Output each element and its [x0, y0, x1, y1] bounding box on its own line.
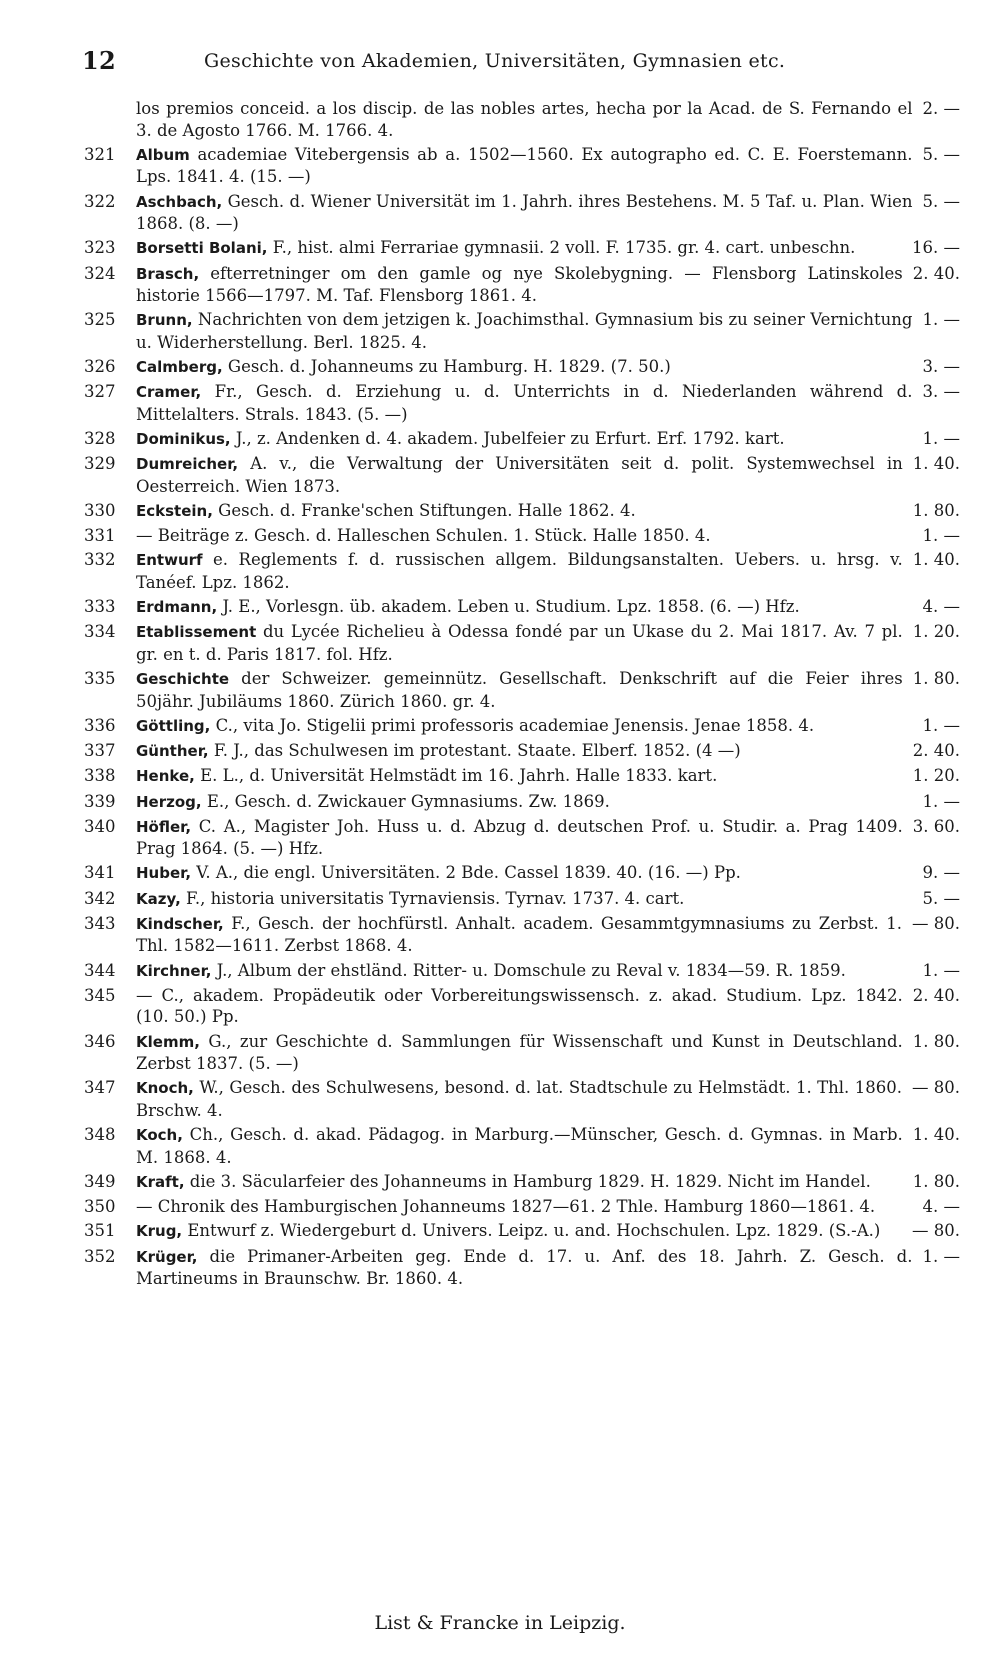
entry-author: Günther, [136, 742, 209, 761]
entry-number: 332 [84, 550, 116, 570]
entry-number: 321 [84, 144, 116, 164]
entry-author: Dominikus, [136, 430, 231, 449]
catalog-entry [84, 596, 960, 619]
catalog-entry [84, 549, 960, 593]
entry-description: e. Reglements f. d. russischen allgem. Bildungsanstalten. Uebers. u. hrsg. v. Tanéef. Lpz. 1862. [136, 550, 903, 592]
entry-author: Höfler, [136, 817, 192, 836]
catalog-entry [84, 913, 960, 957]
entry-author: Calmberg, [136, 358, 223, 377]
catalog-entry [84, 381, 960, 425]
entry-description: — C., akadem. Propädeutik oder Vorbereitungswissensch. z. akad. Studium. Lpz. 1842. (10. 50.) Pp. [136, 985, 903, 1027]
entry-author: Eckstein, [136, 502, 213, 521]
catalog-entry [84, 791, 960, 814]
entry-number: 333 [84, 597, 116, 617]
entry-description: efterretninger om den gamle og nye Skolebygning. — Flensborg Latinskoles historie 1566—1797. M. Taf. Flensborg 1861. 4. [136, 263, 903, 306]
catalog-entry [84, 715, 960, 738]
catalog-entry [84, 740, 960, 763]
catalog-entry [84, 309, 960, 353]
entry-author: Geschichte [136, 670, 230, 689]
entry-price: 1. — [922, 791, 960, 811]
catalog-entry [84, 1124, 960, 1168]
entry-number: 341 [84, 863, 116, 883]
catalog-entry [84, 960, 960, 983]
entry-number: 351 [84, 1221, 116, 1241]
page-number: 12 [82, 46, 116, 75]
entry-author: Herzog, [136, 792, 202, 811]
entry-price: 1. 80. [912, 1031, 960, 1051]
entry-price: 1. 40. [912, 550, 960, 570]
catalog-entry [84, 1077, 960, 1121]
entry-description: F., hist. almi Ferrariae gymnasii. 2 voll. F. 1735. gr. 4. cart. unbeschn. [267, 238, 856, 258]
entry-price: 1. 80. [912, 501, 960, 521]
catalog-entry [84, 621, 960, 665]
catalog-entry [84, 356, 960, 379]
entry-author: Krug, [136, 1222, 183, 1241]
entry-description: die 3. Säcularfeier des Johanneums in Hamburg 1829. H. 1829. Nicht im Handel. [184, 1171, 871, 1191]
entry-author: Borsetti Bolani, [136, 239, 268, 258]
entry-description: los premios conceid. a los discip. de las nobles artes, hecha por la Acad. de S. Fernando el 3. de Agosto 1766. M. 1766. 4. [136, 99, 913, 140]
entry-price: 1. — [922, 429, 960, 449]
entry-price: 1. 80. [912, 1171, 960, 1191]
entry-description: F. J., das Schulwesen im protestant. Staate. Elberf. 1852. (4 —) [208, 741, 741, 761]
entry-number: 348 [84, 1125, 116, 1145]
catalog-entry [84, 1031, 960, 1075]
entry-author: Kindscher, [136, 914, 224, 933]
entry-description: V. A., die engl. Universitäten. 2 Bde. Cassel 1839. 40. (16. —) Pp. [191, 863, 741, 883]
entry-number: 344 [84, 960, 116, 980]
entry-description: C. A., Magister Joh. Huss u. d. Abzug d. deutschen Prof. u. Studir. a. Prag 1409. Prag 1864. (5. —) Hfz. [136, 816, 903, 859]
entry-description: Gesch. d. Franke'schen Stiftungen. Halle 1862. 4. [212, 501, 636, 521]
catalog-entry [84, 862, 960, 885]
entry-description: Fr., Gesch. d. Erziehung u. d. Unterrichts in d. Niederlanden während d. Mittelalters. Strals. 1843. (5. —) [136, 382, 913, 424]
entry-price: 3. 60. [912, 816, 960, 836]
entry-description: du Lycée Richelieu à Odessa fondé par un Ukase du 2. Mai 1817. Av. 7 pl. gr. en t. d. Paris 1817. fol. Hfz. [136, 622, 903, 664]
entry-description: Ch., Gesch. d. akad. Pädagog. in Marburg.—Münscher, Gesch. d. Gymnas. in Marb. M. 1868. 4. [136, 1125, 903, 1167]
entry-author: Knoch, [136, 1079, 194, 1098]
entry-price: — 80. [912, 1221, 960, 1241]
entry-number: 325 [84, 310, 116, 330]
entry-number: 326 [84, 357, 116, 377]
entry-author: Dumreicher, [136, 455, 239, 474]
entry-number: 324 [84, 263, 116, 283]
entry-description: J., z. Andenken d. 4. akadem. Jubelfeier zu Erfurt. Erf. 1792. kart. [230, 429, 785, 449]
entry-price: 16. — [912, 238, 960, 258]
entry-number: 352 [84, 1246, 116, 1266]
entry-description: die Primaner-Arbeiten geg. Ende d. 17. u. Anf. des 18. Jahrh. Z. Gesch. d. Martineums in Braunschw. Br. 1860. 4. [136, 1246, 913, 1289]
entry-price: — 80. [912, 913, 960, 933]
catalog-entry [84, 1171, 960, 1194]
entry-number: 345 [84, 985, 116, 1005]
entry-price: 5. — [922, 888, 960, 908]
entry-description: E. L., d. Universität Helmstädt im 16. Jahrh. Halle 1833. kart. [194, 766, 718, 786]
entry-price: 1. 80. [912, 669, 960, 689]
entry-price: 9. — [922, 863, 960, 883]
entry-price: 1. — [922, 1246, 960, 1266]
entry-description: F., Gesch. der hochfürstl. Anhalt. academ. Gesammtgymnasiums zu Zerbst. 1. Thl. 1582—1611. Zerbst 1868. 4. [136, 913, 902, 956]
entry-price: 2. 40. [912, 263, 960, 283]
entry-number: 334 [84, 622, 116, 642]
entry-number: 342 [84, 888, 116, 908]
entry-description: academiae Vitebergensis ab a. 1502—1560. Ex autographo ed. C. E. Foerstemann. Lps. 1841. 4. (15. —) [136, 144, 913, 187]
entry-description: J. E., Vorlesgn. üb. akadem. Leben u. Studium. Lpz. 1858. (6. —) Hfz. [217, 597, 800, 617]
catalog-entry [84, 428, 960, 451]
entry-number: 349 [84, 1171, 116, 1191]
catalog-entry [84, 1220, 960, 1243]
entry-number: 330 [84, 501, 116, 521]
entry-description: der Schweizer. gemeinnütz. Gesellschaft. Denkschrift auf die Feier ihres 50jähr. Jubiläums 1860. Zürich 1860. gr. 4. [136, 669, 903, 711]
entry-number: 323 [84, 238, 116, 258]
entry-price: 1. 20. [912, 766, 960, 786]
entry-description: A. v., die Verwaltung der Universitäten seit d. polit. Systemwechsel in Oesterreich. Wien 1873. [136, 454, 903, 496]
entry-author: Krüger, [136, 1247, 198, 1266]
entry-list [84, 98, 960, 1292]
entry-number: 328 [84, 429, 116, 449]
catalog-entry [84, 765, 960, 788]
entry-description: F., historia universitatis Tyrnaviensis. Tyrnav. 1737. 4. cart. [180, 888, 685, 908]
entry-author: Brunn, [136, 311, 193, 330]
entry-price: 1. 40. [912, 454, 960, 474]
entry-number: 327 [84, 382, 116, 402]
entry-number: 347 [84, 1078, 116, 1098]
entry-price: 3. — [922, 382, 960, 402]
publisher-footer: List & Francke in Leipzig. [374, 1612, 626, 1634]
entry-number: 336 [84, 715, 116, 735]
entry-description: Entwurf z. Wiedergeburt d. Univers. Leipz. u. and. Hochschulen. Lpz. 1829. (S.-A.) [182, 1221, 881, 1241]
catalog-entry [84, 263, 960, 307]
entry-description: — Chronik des Hamburgischen Johanneums 1827—61. 2 Thle. Hamburg 1860—1861. 4. [136, 1197, 876, 1217]
entry-description: J., Album der ehstländ. Ritter- u. Domschule zu Reval v. 1834—59. R. 1859. [211, 960, 846, 980]
catalog-entry [84, 453, 960, 497]
entry-description: — Beiträge z. Gesch. d. Halleschen Schulen. 1. Stück. Halle 1850. 4. [136, 526, 711, 546]
page-header [82, 46, 962, 80]
entry-price: — 80. [912, 1078, 960, 1098]
entry-author: Koch, [136, 1126, 183, 1145]
catalog-entry [84, 816, 960, 860]
entry-author: Huber, [136, 864, 192, 883]
entry-author: Kraft, [136, 1172, 185, 1191]
entry-price: 2. 40. [912, 985, 960, 1005]
catalog-entry [84, 668, 960, 712]
entry-number: 338 [84, 766, 116, 786]
entry-author: Kirchner, [136, 961, 212, 980]
entry-author: Klemm, [136, 1032, 200, 1051]
entry-number: 340 [84, 816, 116, 836]
entry-author: Erdmann, [136, 598, 218, 617]
entry-author: Cramer, [136, 383, 202, 402]
entry-price: 5. — [922, 144, 960, 164]
entry-description: W., Gesch. des Schulwesens, besond. d. lat. Stadtschule zu Helmstädt. 1. Thl. 1860. Brschw. 4. [136, 1078, 902, 1120]
entry-description: Nachrichten von dem jetzigen k. Joachimsthal. Gymnasium bis zu seiner Vernichtung u. Widerherstellung. Berl. 1825. 4. [136, 310, 913, 352]
entry-price: 2. 40. [912, 741, 960, 761]
entry-author: Aschbach, [136, 192, 223, 211]
entry-number: 343 [84, 913, 116, 933]
entry-number: 346 [84, 1031, 116, 1051]
entry-number: 335 [84, 669, 116, 689]
entry-description: Gesch. d. Wiener Universität im 1. Jahrh. ihres Bestehens. M. 5 Taf. u. Plan. Wien 1868. (8. —) [136, 191, 913, 234]
entry-number: 331 [84, 526, 116, 546]
entry-price: 1. — [922, 526, 960, 546]
entry-price: 1. 40. [912, 1125, 960, 1145]
entry-author: Entwurf [136, 551, 203, 570]
entry-author: Etablissement [136, 623, 257, 642]
entry-number: 329 [84, 454, 116, 474]
entry-author: Kazy, [136, 889, 181, 908]
entry-price: 1. — [922, 310, 960, 330]
entry-price: 1. — [922, 960, 960, 980]
entry-price: 4. — [922, 1197, 960, 1217]
catalog-entry [84, 1196, 960, 1218]
catalog-entry [84, 144, 960, 188]
catalog-entry [84, 500, 960, 523]
running-title: Geschichte von Akademien, Universitäten, Gymnasien etc. [204, 50, 786, 72]
entry-price: 1. — [922, 715, 960, 735]
catalog-entry [84, 985, 960, 1028]
entry-number: 337 [84, 741, 116, 761]
entry-price: 3. — [922, 357, 960, 377]
entry-author: Brasch, [136, 264, 200, 283]
catalog-entry [84, 191, 960, 235]
entry-price: 4. — [922, 597, 960, 617]
catalog-entry [84, 1246, 960, 1290]
catalog-entry [84, 237, 960, 260]
catalog-entry [84, 888, 960, 911]
entry-description: Gesch. d. Johanneums zu Hamburg. H. 1829. (7. 50.) [222, 357, 671, 377]
entry-price: 1. 20. [912, 622, 960, 642]
entry-description: E., Gesch. d. Zwickauer Gymnasiums. Zw. 1869. [201, 791, 610, 811]
entry-number: 339 [84, 791, 116, 811]
entry-author: Göttling, [136, 716, 211, 735]
entry-number: 322 [84, 191, 116, 211]
entry-number: 350 [84, 1197, 116, 1217]
entry-author: Henke, [136, 767, 195, 786]
entry-author: Album [136, 145, 190, 164]
entry-description: C., vita Jo. Stigelii primi professoris academiae Jenensis. Jenae 1858. 4. [210, 715, 815, 735]
catalog-entry [84, 98, 960, 141]
entry-price: 2. — [922, 99, 960, 118]
entry-price: 5. — [922, 191, 960, 211]
entry-description: G., zur Geschichte d. Sammlungen für Wissenschaft und Kunst in Deutschland. Zerbst 1837. (5. —) [136, 1031, 903, 1074]
catalog-entry [84, 525, 960, 547]
